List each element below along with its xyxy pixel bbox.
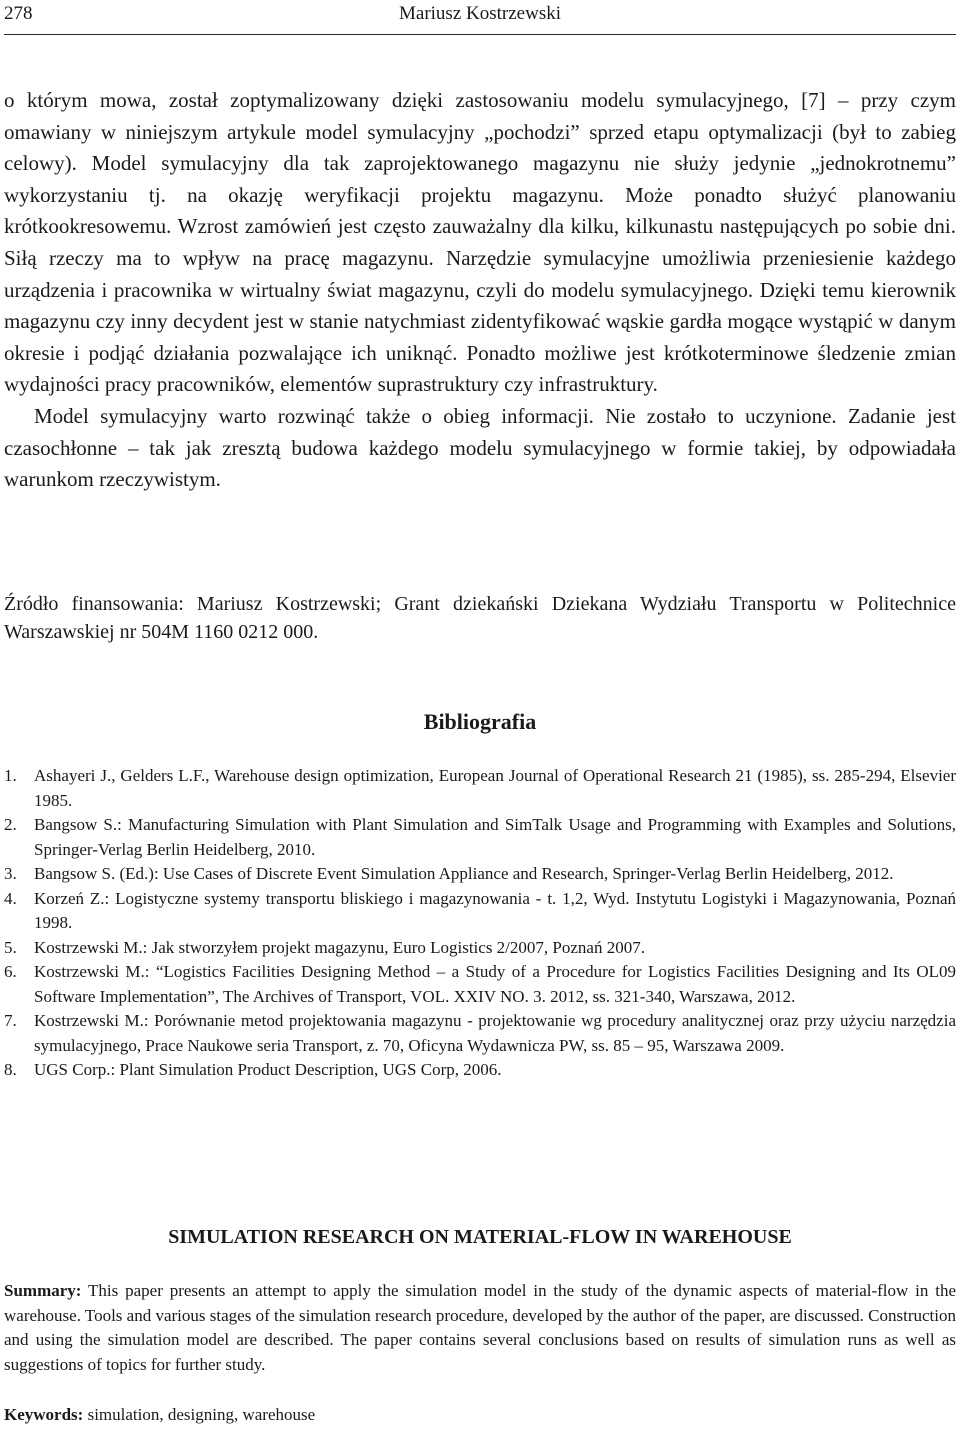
bibliography-item: 4. Korzeń Z.: Logistyczne systemy transportu bliskiego i magazynowania - t. 1,2, Wyd. Instytutu Logistyki i Magazynowania, Poznań 1998. [4, 888, 956, 932]
page-number: 278 [4, 3, 33, 24]
keywords-text: simulation, designing, warehouse [87, 1405, 316, 1424]
bibliography-item: 7. Kostrzewski M.: Porównanie metod projektowania magazynu - projektowanie wg procedury analitycznej oraz przy użyciu narzędzia symulacyjnego, Prace Naukowe seria Transport, z. 70, Oficyna Wydawnicza PW, ss. 85 – 95, Warszawa 2009. [4, 1011, 956, 1055]
bibliography-item: 6. Kostrzewski M.: “Logistics Facilities Designing Method – a Study of a Procedure for Logistics Facilities Designing and Its OL09 Software Implementation”, The Archives of Transport, VOL. XXIV NO. 3. 2012, ss. 321-340, Warszawa, 2012. [4, 962, 956, 1006]
summary-text: This paper presents an attempt to apply the simulation model in the study of the dynamic aspects of material-flow in the warehouse. Tools and various stages of the simulation research procedure, developed by the author of the paper, are discussed. Construction and using the simulation model are described. The paper contains several conclusions based on results of simulation runs as well as suggestions of topics for further study. [4, 1281, 956, 1374]
bibliography-list [4, 764, 956, 1083]
header-rule [4, 34, 956, 35]
bibliography-item: 1. Ashayeri J., Gelders L.F., Warehouse design optimization, European Journal of Operational Research 21 (1985), ss. 285-294, Elsevier 1985. [4, 766, 956, 810]
keywords [4, 1403, 956, 1428]
bibliography-item: 8. UGS Corp.: Plant Simulation Product Description, UGS Corp, 2006. [4, 1060, 502, 1079]
funding-note: Źródło finansowania: Mariusz Kostrzewski; Grant dziekański Dziekana Wydziału Transportu w Politechnice Warszawskiej nr 504M 1160 0212 000. [4, 593, 956, 643]
english-title: SIMULATION RESEARCH ON MATERIAL-FLOW IN WAREHOUSE [168, 1226, 792, 1248]
bibliography-item: 5. Kostrzewski M.: Jak stworzyłem projekt magazynu, Euro Logistics 2/2007, Poznań 2007. [4, 937, 645, 957]
bibliography-heading: Bibliografia [423, 709, 537, 734]
english-summary [4, 1279, 956, 1377]
body-paragraph-2: Model symulacyjny warto rozwinąć także o obieg informacji. Nie zostało to uczynione. Zadanie jest czasochłonne – tak jak zresztą budowa każdego modelu symulacyjnego w formie takiej, by odpowiadała warunkom rzeczywistym. [4, 403, 956, 492]
summary-label: Summary: [4, 1281, 82, 1300]
body-paragraph-1: o którym mowa, został zoptymalizowany dzięki zastosowaniu modelu symulacyjnego, [7] – przy czym omawiany w niniejszym artykule model symulacyjny „pochodzi” sprzed etapu optymalizacji (był to zabieg celowy). Model symulacyjny dla tak zaprojektowanego magazynu nie służy jedynie „jednokrotnemu” wykorzystaniu tj. na okazję weryfikacji projektu magazynu. Może ponadto służyć planowaniu krótkookresowemu. Wzrost zamówień jest często zauważalny dla kilku, kilkunastu następujących po sobie dni. Siłą rzeczy ma to wpływ na pracę magazynu. Narzędzie symulacyjne umożliwia przeniesienie każdego urządzenia i pracownika w wirtualny świat magazynu, czyli do modelu symulacyjnego. Dzięki temu kierownik magazynu czy inny decydent jest w stanie natychmiast zidentyfikować wąskie gardła mogące wystąpić w danym okresie i podjąć działania pozwalające ich uniknąć. Ponadto możliwe jest krótkoterminowe śledzenie zmian wydajności pracy pracowników, elementów suprastruktury czy infrastruktury. [4, 88, 956, 397]
bibliography-item: 2. Bangsow S.: Manufacturing Simulation with Plant Simulation and SimTalk Usage and Programming with Examples and Solutions, Springer-Verlag Berlin Heidelberg, 2010. [4, 815, 956, 859]
bibliography-item: 3. Bangsow S. (Ed.): Use Cases of Discrete Event Simulation Appliance and Research, Springer-Verlag Berlin Heidelberg, 2012. [4, 864, 894, 883]
keywords-label: Keywords: [4, 1405, 84, 1424]
body-text [4, 85, 956, 496]
running-head [4, 0, 956, 30]
running-head-author: Mariusz Kostrzewski [399, 3, 561, 24]
